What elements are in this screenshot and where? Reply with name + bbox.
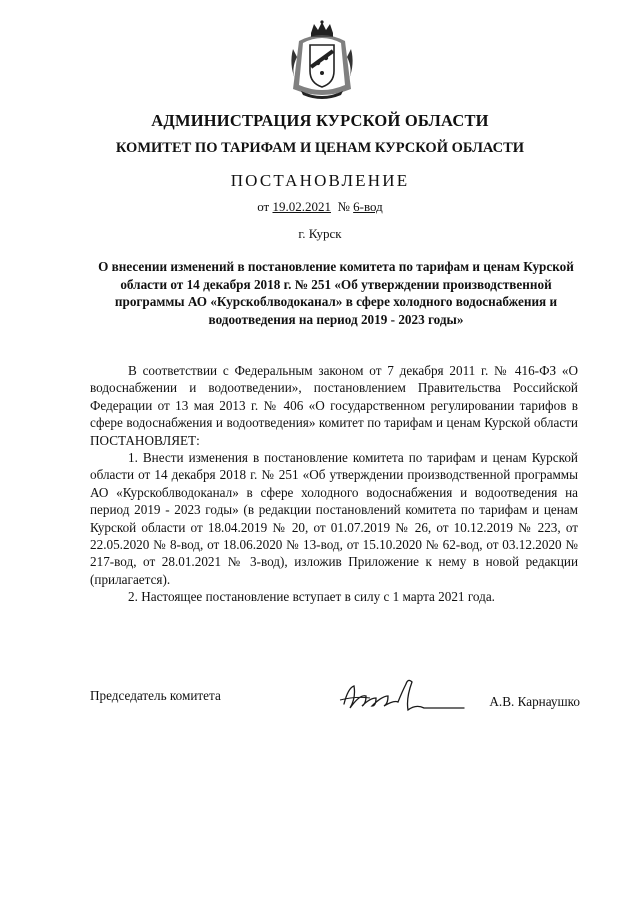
signer-name: А.В. Карнаушко (489, 694, 580, 709)
date-number-line (0, 199, 640, 215)
signer-title: Председатель комитета (90, 688, 221, 703)
item-1-paragraph: 1. Внести изменения в постановление комитета по тарифам и ценам Курской области от 14 декабря 2018 г. № 251 «Об утверждении производственной программы АО «Курскоблводоканал» в сфере холодного водоснабжения и водоотведения на период 2019 - 2023 годы» (в редакции постановлений комитета по тарифам и ценам Курской области от 18.04.2019 № 20, от 01.07.2019 № 26, от 10.12.2019 № 223, от 22.05.2020 № 8-вод, от 18.06.2020 № 13-вод, от 15.10.2020 № 62-вод, от 03.12.2020 № 217-вод, от 28.01.2021 № 3-вод), изложив Приложение к нему в новой редакции (прилагается). (90, 450, 578, 587)
item-2-paragraph: 2. Настоящее постановление вступает в силу с 1 марта 2021 года. (128, 589, 495, 605)
preamble-paragraph: В соответствии с Федеральным законом от 7 декабря 2011 г. № 416-ФЗ «О водоснабжении и водоотведении», постановлением Правительства Российской Федерации от 13 мая 2013 г. № 406 «О государственном регулировании тарифов в сфере водоснабжения и водоотведения» комитет по тарифам и ценам Курской области ПОСТАНОВЛЯЕТ: (90, 363, 578, 448)
document-number: 6-вод (353, 199, 383, 214)
city: г. Курск (298, 226, 342, 241)
signature-block (90, 688, 580, 718)
organization-title: АДМИНИСТРАЦИЯ КУРСКОЙ ОБЛАСТИ (151, 111, 489, 130)
document-date: 19.02.2021 (272, 199, 331, 214)
document-body (90, 362, 578, 606)
document-subject: О внесении изменений в постановление комитета по тарифам и ценам Курской области от 14 декабря 2018 г. № 251 «Об утверждении производственной программы АО «Курскоблводоканал» в сфере холодного водоснабжения и водоотведения на период 2019 - 2023 годы» (98, 259, 574, 327)
handwritten-signature (336, 674, 466, 720)
coat-of-arms-icon (287, 19, 357, 101)
date-prefix: от (257, 199, 270, 214)
document-type: ПОСТАНОВЛЕНИЕ (230, 171, 410, 190)
committee-title: КОМИТЕТ ПО ТАРИФАМ И ЦЕНАМ КУРСКОЙ ОБЛАСТИ (115, 140, 525, 156)
number-prefix: № (337, 199, 350, 214)
